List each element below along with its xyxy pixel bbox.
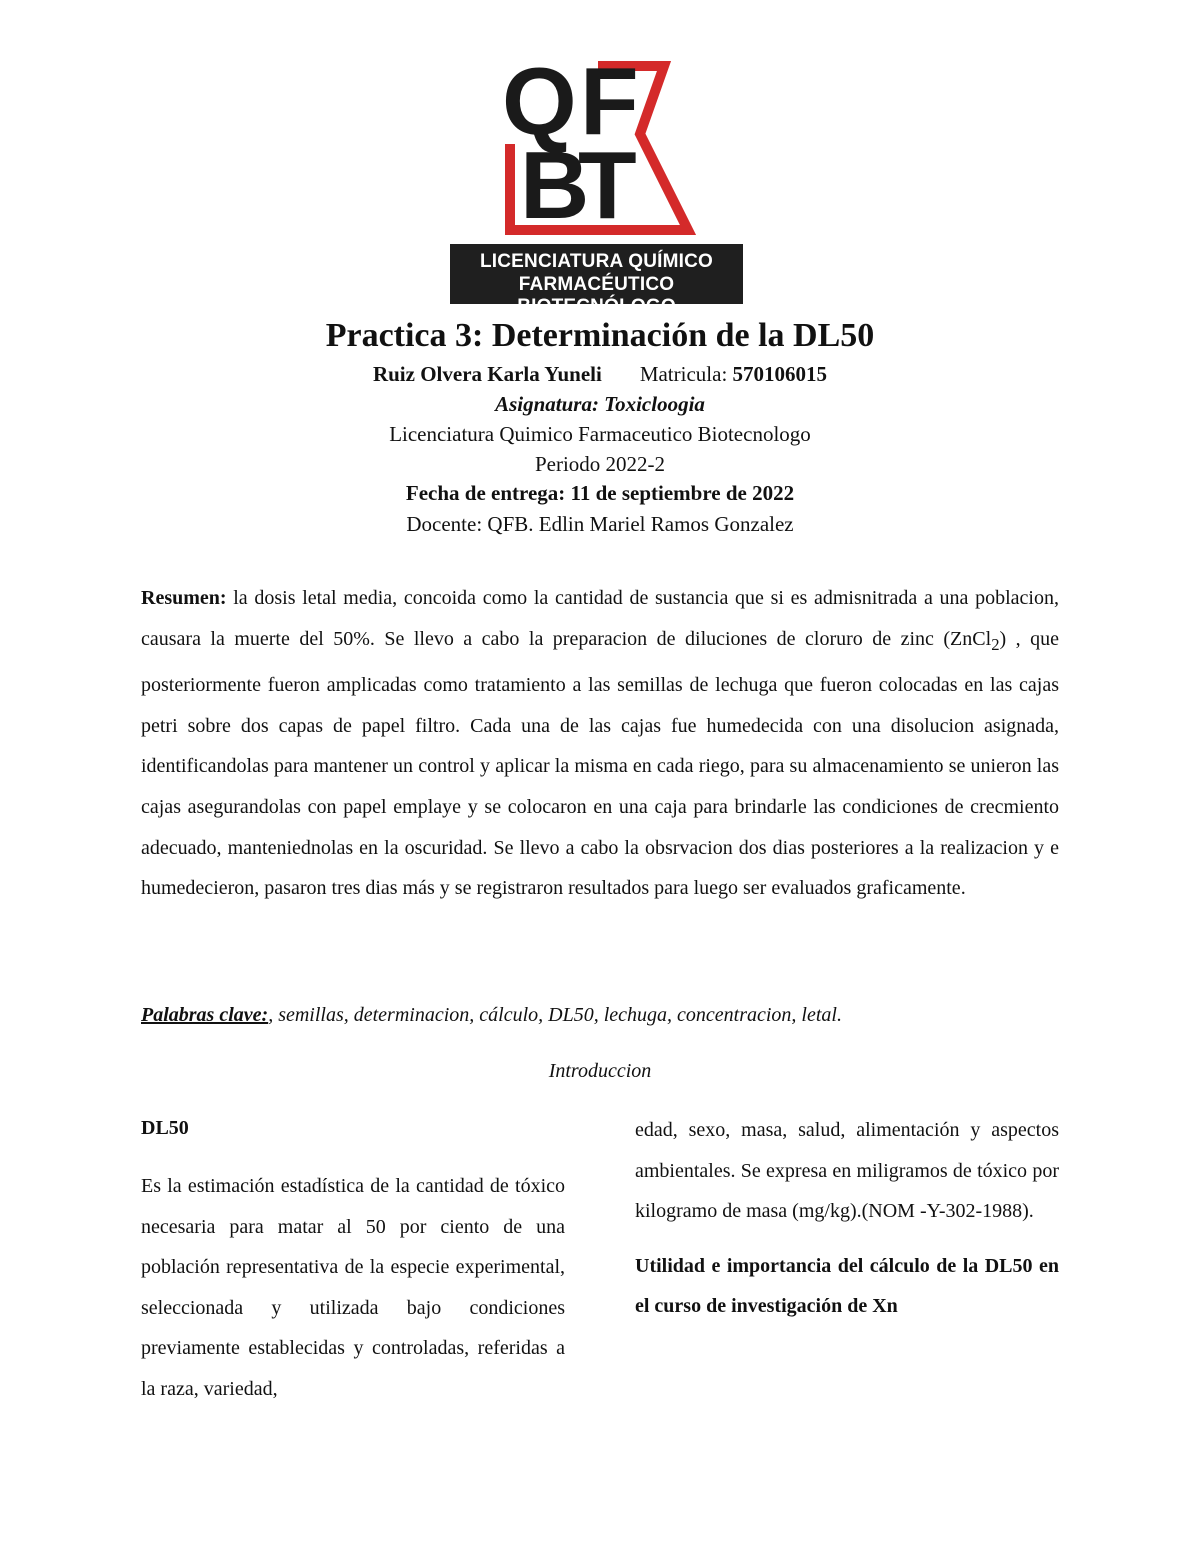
abstract-subscript: 2: [991, 634, 1000, 654]
dl50-paragraph-continued: edad, sexo, masa, salud, alimentación y aspectos ambientales. Se expresa en miligramos de tóxico por kilogramo de masa (mg/kg).(NOM -Y-302-1988).: [635, 1119, 1059, 1223]
right-column: [635, 1110, 1059, 1327]
keywords-line: [141, 1000, 1059, 1030]
period-line: Periodo 2022-2: [534, 452, 666, 476]
intro-heading: Introduccion: [548, 1060, 652, 1082]
subject-line: Asignatura: Toxicloogia: [495, 392, 705, 416]
logo-banner-line1: LICENCIATURA QUÍMICO: [479, 251, 714, 272]
logo-letter-t: T: [578, 132, 637, 239]
program-line: Licenciatura Quimico Farmaceutico Biotecnologo: [389, 422, 811, 446]
utility-heading: Utilidad e importancia del cálculo de la DL50 en el curso de investigación de Xn: [635, 1254, 1059, 1318]
abstract-text-part1: la dosis letal media, concoida como la cantidad de sustancia que si es admisnitrada a una poblacion, causara la muerte del 50%. Se llevo a cabo la preparacion de diluciones de cloruro de zinc (ZnCl: [141, 587, 1059, 650]
abstract-text-part2: ) , que posteriormente fueron amplicadas como tratamiento a las semillas de lechuga que fueron colocadas en las cajas petri sobre dos capas de papel filtro. Cada una de las cajas fue humedecida con una disolucion asignada, identificandolas para mantener un control y aplicar la misma en cada riego, para su almacenamiento se unieron las cajas asegurandolas con papel emplaye y se colocaron en una caja para brindarle las condiciones de crecmiento adecuado, manteniednolas en la oscuridad. Se llevo a cabo la obsrvacion dos dias posteriores a la realizacion y e humedecieron, pasaron tres dias más y se registraron resultados para luego ser evaluados graficamente.: [141, 627, 1060, 900]
matricula-value: 570106015: [732, 362, 828, 386]
dl50-paragraph: Es la estimación estadística de la cantidad de tóxico necesaria para matar al 50 por ciento de una población representativa de la especie experimental, seleccionada y utilizada bajo condiciones previamente establecidas y controladas, referidas a la raza, variedad,: [141, 1175, 565, 1400]
due-date-line: Fecha de entrega: 11 de septiembre de 2022: [405, 481, 795, 505]
matricula-label: Matricula:: [639, 362, 733, 386]
dl50-heading: DL50: [141, 1117, 189, 1139]
student-line: [0, 360, 1200, 388]
student-name: Ruiz Olvera Karla Yuneli: [372, 362, 602, 386]
logo-mark: [450, 52, 745, 252]
abstract-paragraph: [141, 578, 1059, 909]
keywords-label: Palabras clave:: [141, 1004, 269, 1026]
logo-banner-line2: FARMACÉUTICO BIOTECNÓLOGO: [517, 274, 676, 317]
abstract-label: Resumen:: [141, 587, 227, 609]
document-title: Practica 3: Determinación de la DL50: [325, 317, 875, 354]
qfbt-logo: [450, 52, 745, 317]
keywords-text: , semillas, determinacion, cálculo, DL50, lechuga, concentracion, letal.: [268, 1004, 842, 1026]
logo-letter-f: F: [580, 52, 639, 155]
logo-letter-b: B: [520, 132, 590, 239]
logo-letter-q: Q: [502, 52, 577, 155]
logo-banner: [450, 244, 743, 317]
teacher-line: Docente: QFB. Edlin Mariel Ramos Gonzalez: [406, 512, 794, 536]
left-column: [141, 1110, 565, 1410]
